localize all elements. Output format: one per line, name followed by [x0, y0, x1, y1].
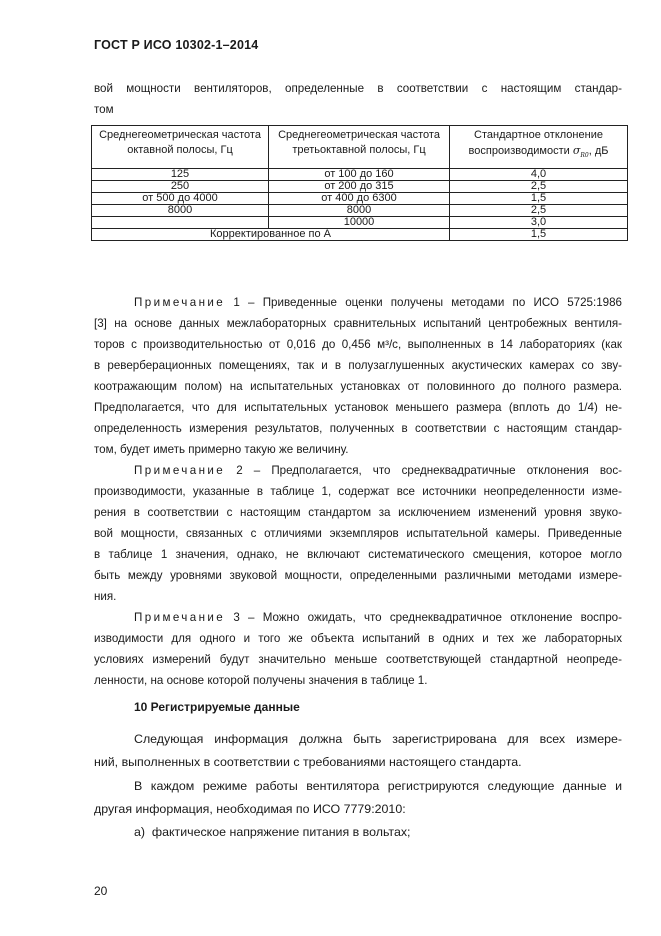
note1-line: в реверберационных помещениях, так и в полузаглушенных акустических камерах со зву- — [94, 359, 622, 372]
table-cell: от 500 до 4000 — [92, 193, 269, 205]
note1-label: Примечание — [134, 296, 226, 309]
table-cell: 250 — [92, 181, 269, 193]
note2-line: рения в соответствии с настоящим стандартом за исключением изменений уровня звуко- — [94, 506, 622, 519]
table-cell: от 100 до 160 — [269, 169, 450, 181]
table-cell: 8000 — [92, 205, 269, 217]
note1-line: Предполагается, что для испытательных установок меньшего размера (вплоть до 1/4) не- — [94, 401, 622, 414]
note2-label: Примечание — [134, 464, 226, 477]
table-header-deviation — [450, 126, 628, 169]
table-row — [92, 169, 628, 181]
table-header-deviation-label: Стандартное отклонение воспроизводимости — [468, 129, 603, 157]
table-cell: от 400 до 6300 — [269, 193, 450, 205]
note1-line: определенность измерения результатов, полученных в соответствии с настоящим стандар- — [94, 422, 622, 435]
note1-line: [3] на основе данных межлабораторных сравнительных испытаний центробежных вентиля- — [94, 317, 622, 330]
note3-line: изводимости для одного и того же объекта испытаний в одних и тех же лабораторных — [94, 632, 622, 645]
unit-label: , дБ — [588, 145, 609, 157]
table-row — [92, 193, 628, 205]
page-number: 20 — [94, 884, 108, 898]
table-cell: 125 — [92, 169, 269, 181]
intro-line: вой мощности вентиляторов, определенные в соответствии с настоящим стандар- — [94, 82, 622, 95]
sigma-symbol: $\sigma_{R0}$ — [572, 144, 589, 160]
note2-first-line: Примечание 2 – Предполагается, что среднеквадратичные отклонения вос- — [134, 464, 622, 477]
table-cell: 10000 — [269, 217, 450, 229]
table-header-row — [92, 126, 628, 169]
section10-p2-first: В каждом режиме работы вентилятора регистрируются следующие данные и — [134, 779, 622, 793]
note3-last-line: ленности, на основе которой получены значения в таблице 1. — [94, 674, 428, 687]
reproducibility-table — [91, 125, 628, 241]
table-row-corrected — [92, 229, 628, 241]
note1-last-line: том, будет иметь примерно такую же величину. — [94, 443, 349, 456]
table-cell: 2,5 — [450, 205, 628, 217]
section10-p1-last: ний, выполненных в соответствии с требованиями настоящего стандарта. — [94, 755, 522, 769]
table-row — [92, 217, 628, 229]
document-header: ГОСТ Р ИСО 10302-1–2014 — [94, 38, 259, 52]
table-row — [92, 181, 628, 193]
note1-line: коотражающим полом) на испытательных установках от половинного до полного размера. — [94, 380, 622, 393]
corrected-value: 1,5 — [450, 229, 628, 241]
table-row — [92, 205, 628, 217]
note3-first-line: Примечание 3 – Можно ожидать, что среднеквадратичное отклонение воспро- — [134, 611, 622, 624]
note2-line: производимости, указанные в таблице 1, содержат все источники неопределенности изме- — [94, 485, 622, 498]
table-cell: 1,5 — [450, 193, 628, 205]
note2-line: вой мощности, связанных с отличиями экземпляров испытательной камеры. Приведенные — [94, 527, 622, 540]
table-cell: 3,0 — [450, 217, 628, 229]
intro-line: том — [94, 103, 114, 116]
table-header-octave: Среднегеометрическая частота октавной полосы, Гц — [92, 126, 269, 169]
sigma-subscript: R0 — [580, 152, 589, 160]
note2-line: в таблице 1 значения, однако, не включают систематического смещения, которое могло — [94, 548, 622, 561]
corrected-label: Корректированное по А — [92, 229, 450, 241]
note2-last-line: ния. — [94, 590, 117, 603]
section-heading: 10 Регистрируемые данные — [134, 700, 300, 714]
table-cell — [92, 217, 269, 229]
note3-line: условиях измерений будут значительно меньше соответствующей стандартной неопреде- — [94, 653, 622, 666]
table-cell: 8000 — [269, 205, 450, 217]
note1-line: торов с производительностью от 0,016 до 0,456 м³/с, выполненных в 14 лабораториях (как — [94, 338, 622, 351]
note1-first-line: Примечание 1 – Приведенные оценки получены методами по ИСО 5725:1986 — [134, 296, 622, 309]
table-cell: от 200 до 315 — [269, 181, 450, 193]
table-header-third-octave: Среднегеометрическая частота третьоктавной полосы, Гц — [269, 126, 450, 169]
table-cell: 4,0 — [450, 169, 628, 181]
note3-label: Примечание — [134, 611, 226, 624]
list-item-a: а) фактическое напряжение питания в вольтах; — [134, 825, 411, 839]
section10-p2-last: другая информация, необходимая по ИСО 7779:2010: — [94, 802, 406, 816]
section10-p1-first: Следующая информация должна быть зарегистрирована для всех измере- — [134, 732, 622, 746]
note2-line: быть между уровнями звуковой мощности, определенными различными методами измере- — [94, 569, 622, 582]
table-cell: 2,5 — [450, 181, 628, 193]
